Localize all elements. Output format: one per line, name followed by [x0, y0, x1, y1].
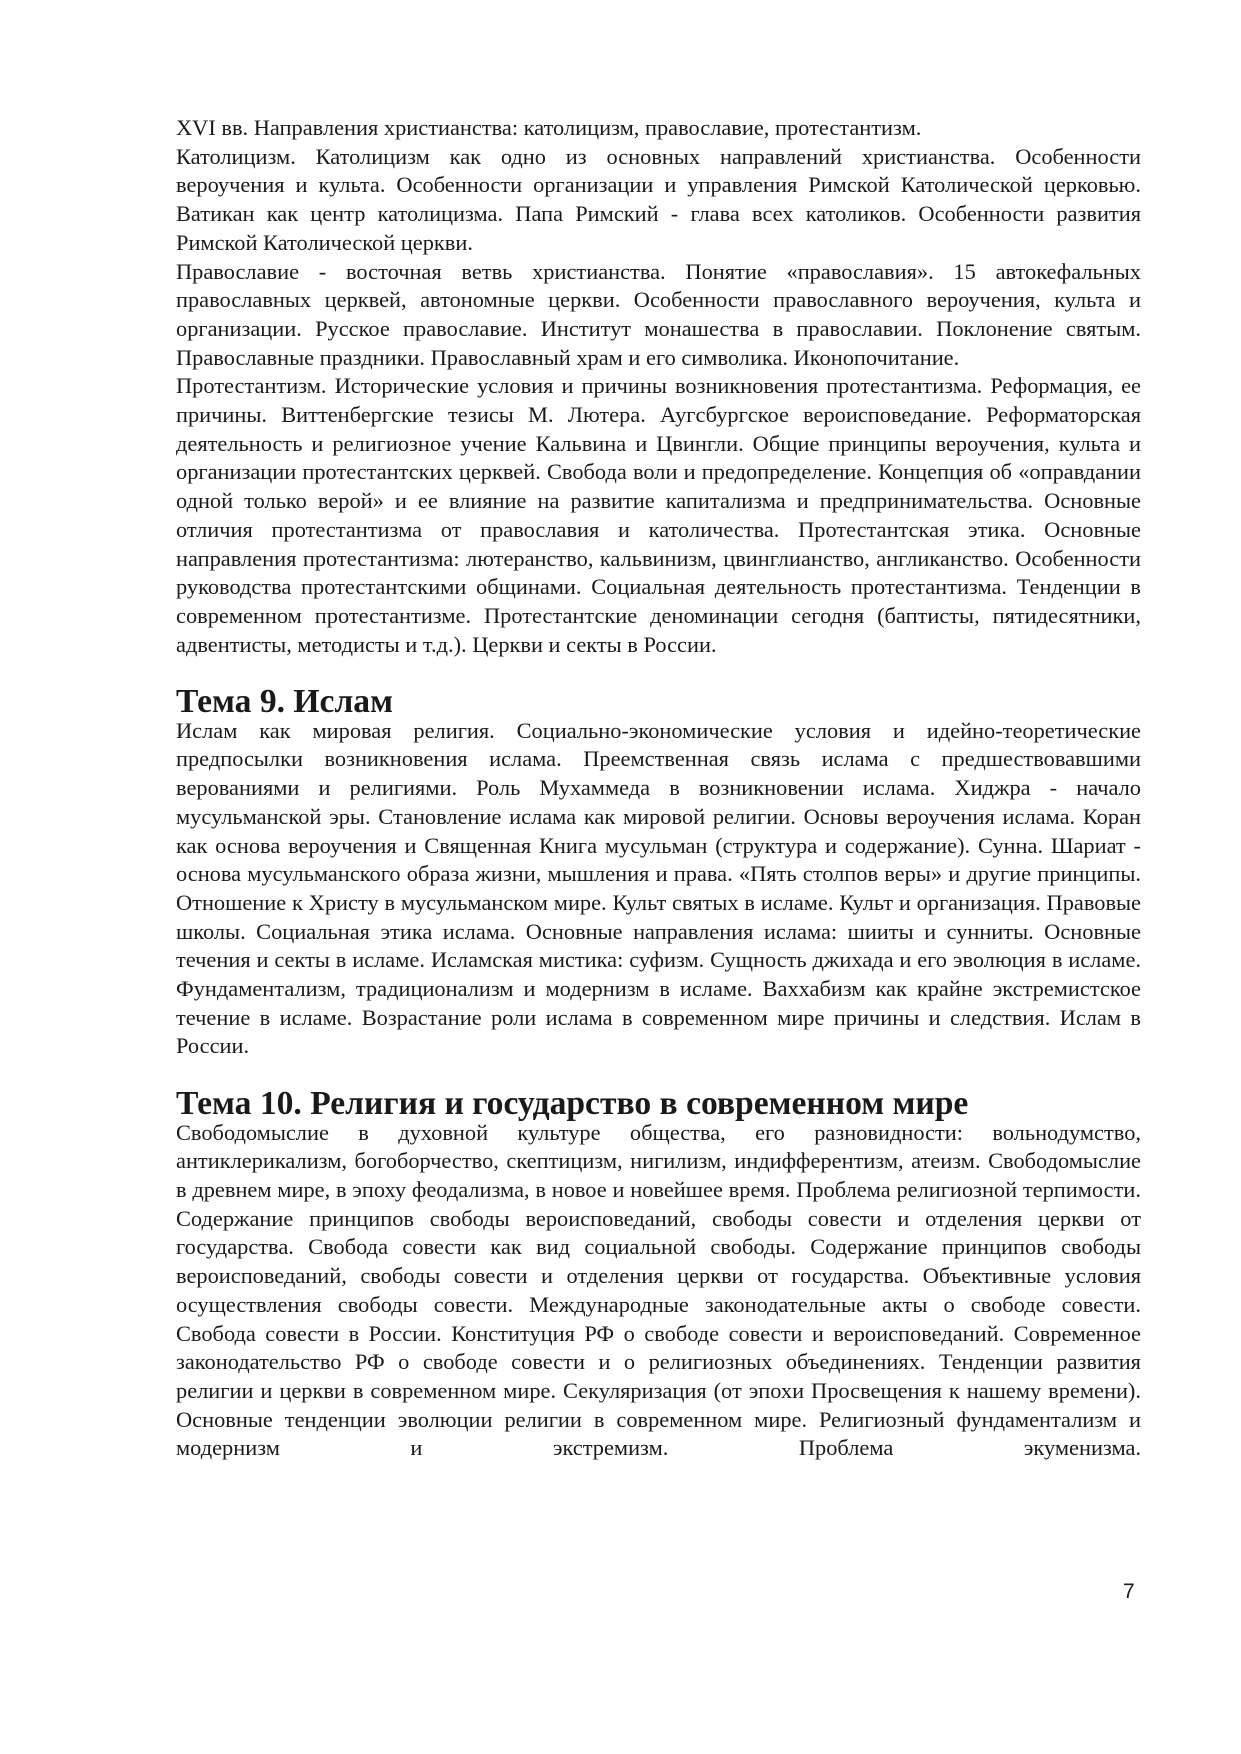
topic-10-body: Свободомыслие в духовной культуре общества, его разновидности: вольнодумство, антиклерикализм, богоборчество, скептицизм, нигилизм, индифферентизм, атеизм. Свободомыслие в древнем мире, в эпоху феодализма, в новое и новейшее время. Проблема религиозной терпимости. Содержание принципов свободы вероисповеданий, свободы совести и отделения церкви от государства. Свобода совести как вид социальной свободы. Содержание принципов свободы вероисповеданий, свободы совести и отделения церкви от государства. Объективные условия осуществления свободы совести. Международные законодательные акты о свободе совести. Свобода совести в России. Конституция РФ о свободе совести и вероисповеданий. Современное законодательство РФ о свободе совести и о религиозных объединениях. Тенденции развития религии и церкви в современном мире. Секуляризация (от эпохи Просвещения к нашему времени). Основные тенденции эволюции религии в современном мире. Религиозный фундаментализм и модернизм и экстремизм. Проблема экуменизма. — [176, 1119, 1141, 1461]
topic-9-title: Тема 9. Ислам — [176, 683, 393, 721]
topic-9-body: Ислам как мировая религия. Социально-экономические условия и идейно-теоретические предпосылки возникновения ислама. Преемственная связь ислама с предшествовавшими верованиями и религиями. Роль Мухаммеда в возникновении ислама. Хиджра - начало мусульманской эры. Становление ислама как мировой религии. Основы вероучения ислама. Коран как основа вероучения и Священная Книга мусульман (структура и содержание). Сунна. Шариат - основа мусульманского образа жизни, мышления и права. «Пять столпов веры» и другие принципы. Отношение к Христу в мусульманском мире. Культ святых в исламе. Культ и организация. Правовые школы. Социальная этика ислама. Основные направления ислама: шииты и сунниты. Основные течения и секты в исламе. Исламская мистика: суфизм. Сущность джихада и его эволюция в исламе. Фундаментализм, традиционализм и модернизм в исламе. Ваххабизм как крайне экстремистское течение в исламе. Возрастание роли ислама в современном мире причины и следствия. Ислам в России. — [176, 717, 1141, 1059]
document-body — [176, 114, 1141, 1463]
paragraph-catholicism: Католицизм. Католицизм как одно из основных направлений христианства. Особенности вероучения и культа. Особенности организации и управления Римской Католической церковью. Ватикан как центр католицизма. Папа Римский - глава всех католиков. Особенности развития Римской Католической церкви. — [176, 143, 1141, 255]
intro-line: XVI вв. Направления христианства: католицизм, православие, протестантизм. — [176, 115, 922, 140]
paragraph-orthodoxy: Православие - восточная ветвь христианства. Понятие «православия». 15 автокефальных православных церквей, автономные церкви. Особенности православного вероучения, культа и организации. Русское православие. Институт монашества в православии. Поклонение святым. Православные праздники. Православный храм и его символика. Иконопочитание. — [176, 258, 1141, 370]
topic-10-title: Тема 10. Религия и государство в современном мире — [176, 1084, 969, 1122]
paragraph-protestantism: Протестантизм. Исторические условия и причины возникновения протестантизма. Реформация, ее причины. Виттенбергские тезисы М. Лютера. Аугсбургское вероисповедание. Реформаторская деятельность и религиозное учение Кальвина и Цвингли. Общие принципы вероучения, культа и организации протестантских церквей. Свобода воли и предопределение. Концепция об «оправдании одной только верой» и ее влияние на развитие капитализма и предпринимательства. Основные отличия протестантизма от православия и католичества. Протестантская этика. Основные направления протестантизма: лютеранство, кальвинизм, цвинглианство, англиканство. Особенности руководства протестантскими общинами. Социальная деятельность протестантизма. Тенденции в современном протестантизме. Протестантские деноминации сегодня (баптисты, пятидесятники, адвентисты, методисты и т.д.). Церкви и секты в России. — [176, 373, 1141, 657]
page-number: 7 — [1123, 1580, 1135, 1603]
